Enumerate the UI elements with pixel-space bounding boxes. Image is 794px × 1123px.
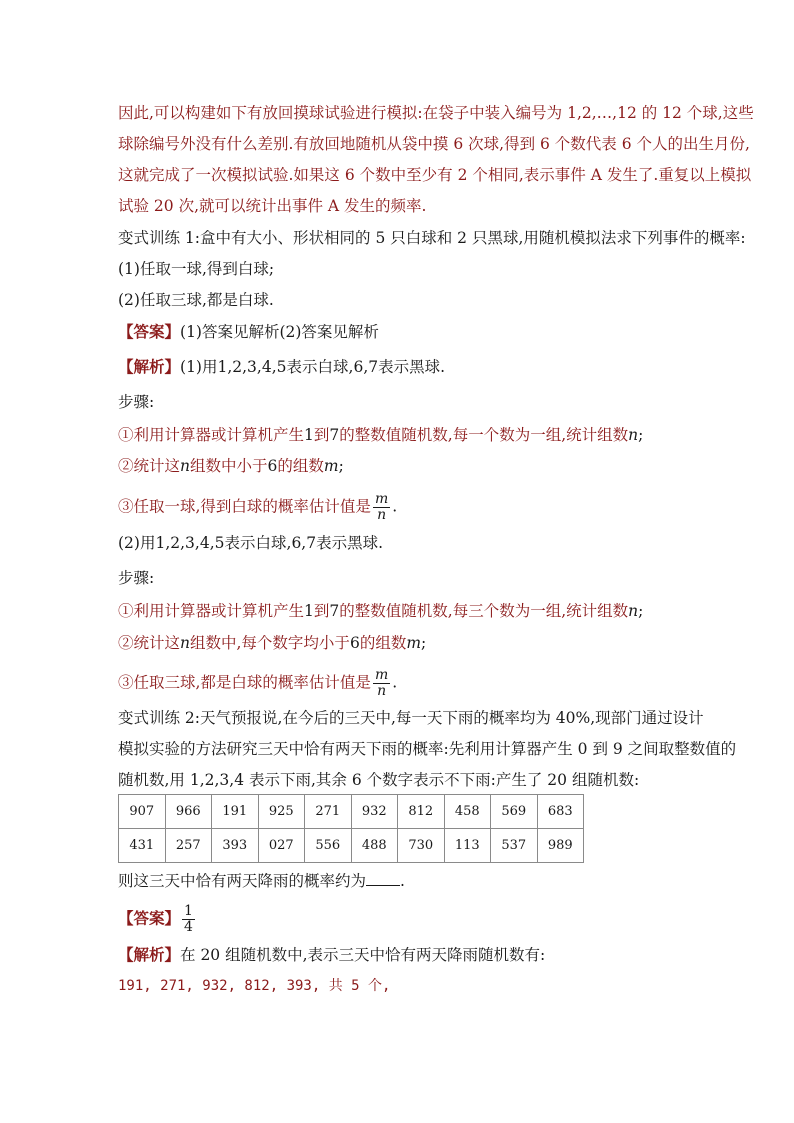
step-text: ①利用计算器或计算机产生 (118, 426, 305, 444)
range-start: 1 (304, 602, 314, 620)
table-cell: 907 (119, 795, 166, 829)
semicolon: ; (421, 634, 427, 652)
exercise-2-analysis (118, 944, 545, 966)
step-text: 组数中小于 (190, 457, 268, 475)
exercise-2-line-1: 变式训练 2:天气预报说,在今后的三天中,每一天下雨的概率均为 40%,现部门通过设计 (118, 709, 704, 727)
step-1-3 (118, 492, 397, 523)
step-text: 的整数值随机数,每三个数为一组,统计组数 (339, 602, 629, 620)
table-cell: 431 (119, 829, 166, 863)
step-text: ②统计这 (118, 457, 181, 475)
answer-blank (366, 871, 400, 886)
exercise-1-part-2 (118, 532, 383, 554)
period: . (400, 872, 405, 890)
exercise-1-analysis-line (118, 356, 445, 378)
table-row (119, 795, 584, 829)
step-2-1 (118, 600, 643, 622)
question-text: 则这三天中恰有两天降雨的概率约为 (118, 872, 367, 890)
exercise-1-question-1: (1)任取一球,得到白球; (118, 260, 275, 278)
step-text: ①利用计算器或计算机产生 (118, 602, 305, 620)
white-ball-label: 表示白球, (286, 358, 354, 376)
random-number-table (118, 794, 584, 863)
table-cell: 458 (444, 795, 491, 829)
table-cell: 113 (444, 829, 491, 863)
answer-text: (1)答案见解析(2)答案见解析 (180, 323, 379, 341)
steps-label-1: 步骤: (118, 393, 155, 411)
step-text: 到 (313, 426, 330, 444)
steps-label-2: 步骤: (118, 569, 155, 587)
table-cell: 257 (165, 829, 212, 863)
period: . (392, 497, 398, 516)
step-text: ②统计这 (118, 634, 181, 652)
var-n: n (628, 602, 639, 620)
step-text: 的组数 (359, 634, 407, 652)
var-n: n (628, 426, 639, 444)
table-cell: 932 (351, 795, 398, 829)
semicolon: ; (338, 457, 344, 475)
white-ball-label: 表示白球, (224, 534, 292, 552)
intro-line-1: 因此,可以构建如下有放回摸球试验进行模拟:在袋子中装入编号为 1,2,…,12 的 12 个球,这些 (118, 104, 754, 122)
intro-line-2: 球除编号外没有什么差别.有放回地随机从袋中摸 6 次球,得到 6 个数代表 6 个人的出生月份, (118, 135, 750, 153)
step-text: 到 (313, 602, 330, 620)
answer-tag: 【答案】 (118, 322, 181, 341)
intro-line-3: 这就完成了一次模拟试验.如果这 6 个数中至少有 2 个相同,表示事件 A 发生了.重复以上模拟 (118, 166, 752, 184)
table-row (119, 829, 584, 863)
semicolon: ; (638, 426, 644, 444)
table-cell: 027 (258, 829, 305, 863)
analysis-tag: 【解析】 (118, 945, 181, 964)
black-ball-numbers: 6,7 (353, 358, 379, 376)
answer-tag: 【答案】 (118, 908, 181, 928)
table-cell: 966 (165, 795, 212, 829)
exercise-1-answer (118, 321, 379, 343)
exercise-2-line-3: 随机数,用 1,2,3,4 表示下雨,其余 6 个数字表示不下雨:产生了 20 组随机数: (118, 771, 640, 789)
exercise-1-title: 变式训练 1:盒中有大小、形状相同的 5 只白球和 2 只黑球,用随机模拟法求下列事件的概率: (118, 229, 746, 247)
black-ball-numbers: 6,7 (291, 534, 317, 552)
fraction-denominator: 4 (184, 919, 193, 935)
table-cell: 537 (491, 829, 538, 863)
fraction-m-over-n (373, 668, 390, 699)
exercise-2-list: 191, 271, 932, 812, 393, 共 5 个, (118, 978, 391, 994)
step-text: 组数中,每个数字均小于 (190, 634, 350, 652)
table-cell: 488 (351, 829, 398, 863)
fraction-denominator: n (377, 683, 387, 699)
table-cell: 925 (258, 795, 305, 829)
exercise-2-line-2: 模拟实验的方法研究三天中恰有两天下雨的概率:先利用计算器产生 0 到 9 之间取整数值的 (118, 740, 737, 758)
table-cell: 393 (212, 829, 259, 863)
black-ball-label: 表示黑球. (378, 358, 446, 376)
answer-fraction (182, 904, 195, 935)
step-1-2 (118, 455, 344, 477)
threshold: 6 (267, 457, 278, 475)
fraction-m-over-n (373, 492, 390, 523)
step-text: ③任取一球,得到白球的概率估计值是 (118, 497, 371, 516)
table-cell: 812 (398, 795, 445, 829)
var-m: m (406, 634, 422, 652)
table-cell: 271 (305, 795, 352, 829)
analysis-text: 在 20 组随机数中,表示三天中恰有两天降雨随机数有: (180, 946, 546, 964)
fraction-denominator: n (377, 507, 387, 523)
table-cell: 989 (537, 829, 584, 863)
range-start: 1 (304, 426, 314, 444)
var-n: n (180, 457, 190, 475)
step-text: 的整数值随机数,每一个数为一组,统计组数 (339, 426, 629, 444)
table-cell: 556 (305, 829, 352, 863)
table-cell: 191 (212, 795, 259, 829)
threshold: 6 (349, 634, 360, 652)
white-ball-numbers: 1,2,3,4,5 (155, 534, 225, 552)
intro-line-4: 试验 20 次,就可以统计出事件 A 发生的频率. (118, 197, 427, 215)
exercise-2-answer (118, 904, 197, 935)
black-ball-label: 表示黑球. (316, 534, 384, 552)
table-cell: 569 (491, 795, 538, 829)
var-n: n (180, 634, 190, 652)
fraction-numerator: 1 (184, 903, 193, 919)
fraction-numerator: m (374, 491, 389, 507)
analysis-part-1: (1)用 (180, 358, 218, 376)
step-text: ③任取三球,都是白球的概率估计值是 (118, 673, 371, 692)
step-2-2 (118, 632, 426, 654)
table-cell: 730 (398, 829, 445, 863)
analysis-part-2: (2)用 (118, 534, 156, 552)
period: . (392, 673, 398, 692)
step-2-3 (118, 668, 397, 699)
white-ball-numbers: 1,2,3,4,5 (217, 358, 287, 376)
exercise-1-question-2: (2)任取三球,都是白球. (118, 291, 274, 309)
table-cell: 683 (537, 795, 584, 829)
range-end: 7 (329, 602, 340, 620)
exercise-2-question (118, 870, 405, 892)
semicolon: ; (638, 602, 644, 620)
analysis-tag: 【解析】 (118, 357, 181, 376)
step-1-1 (118, 424, 643, 446)
fraction-numerator: m (374, 667, 389, 683)
range-end: 7 (329, 426, 340, 444)
var-m: m (323, 457, 339, 475)
step-text: 的组数 (277, 457, 324, 475)
